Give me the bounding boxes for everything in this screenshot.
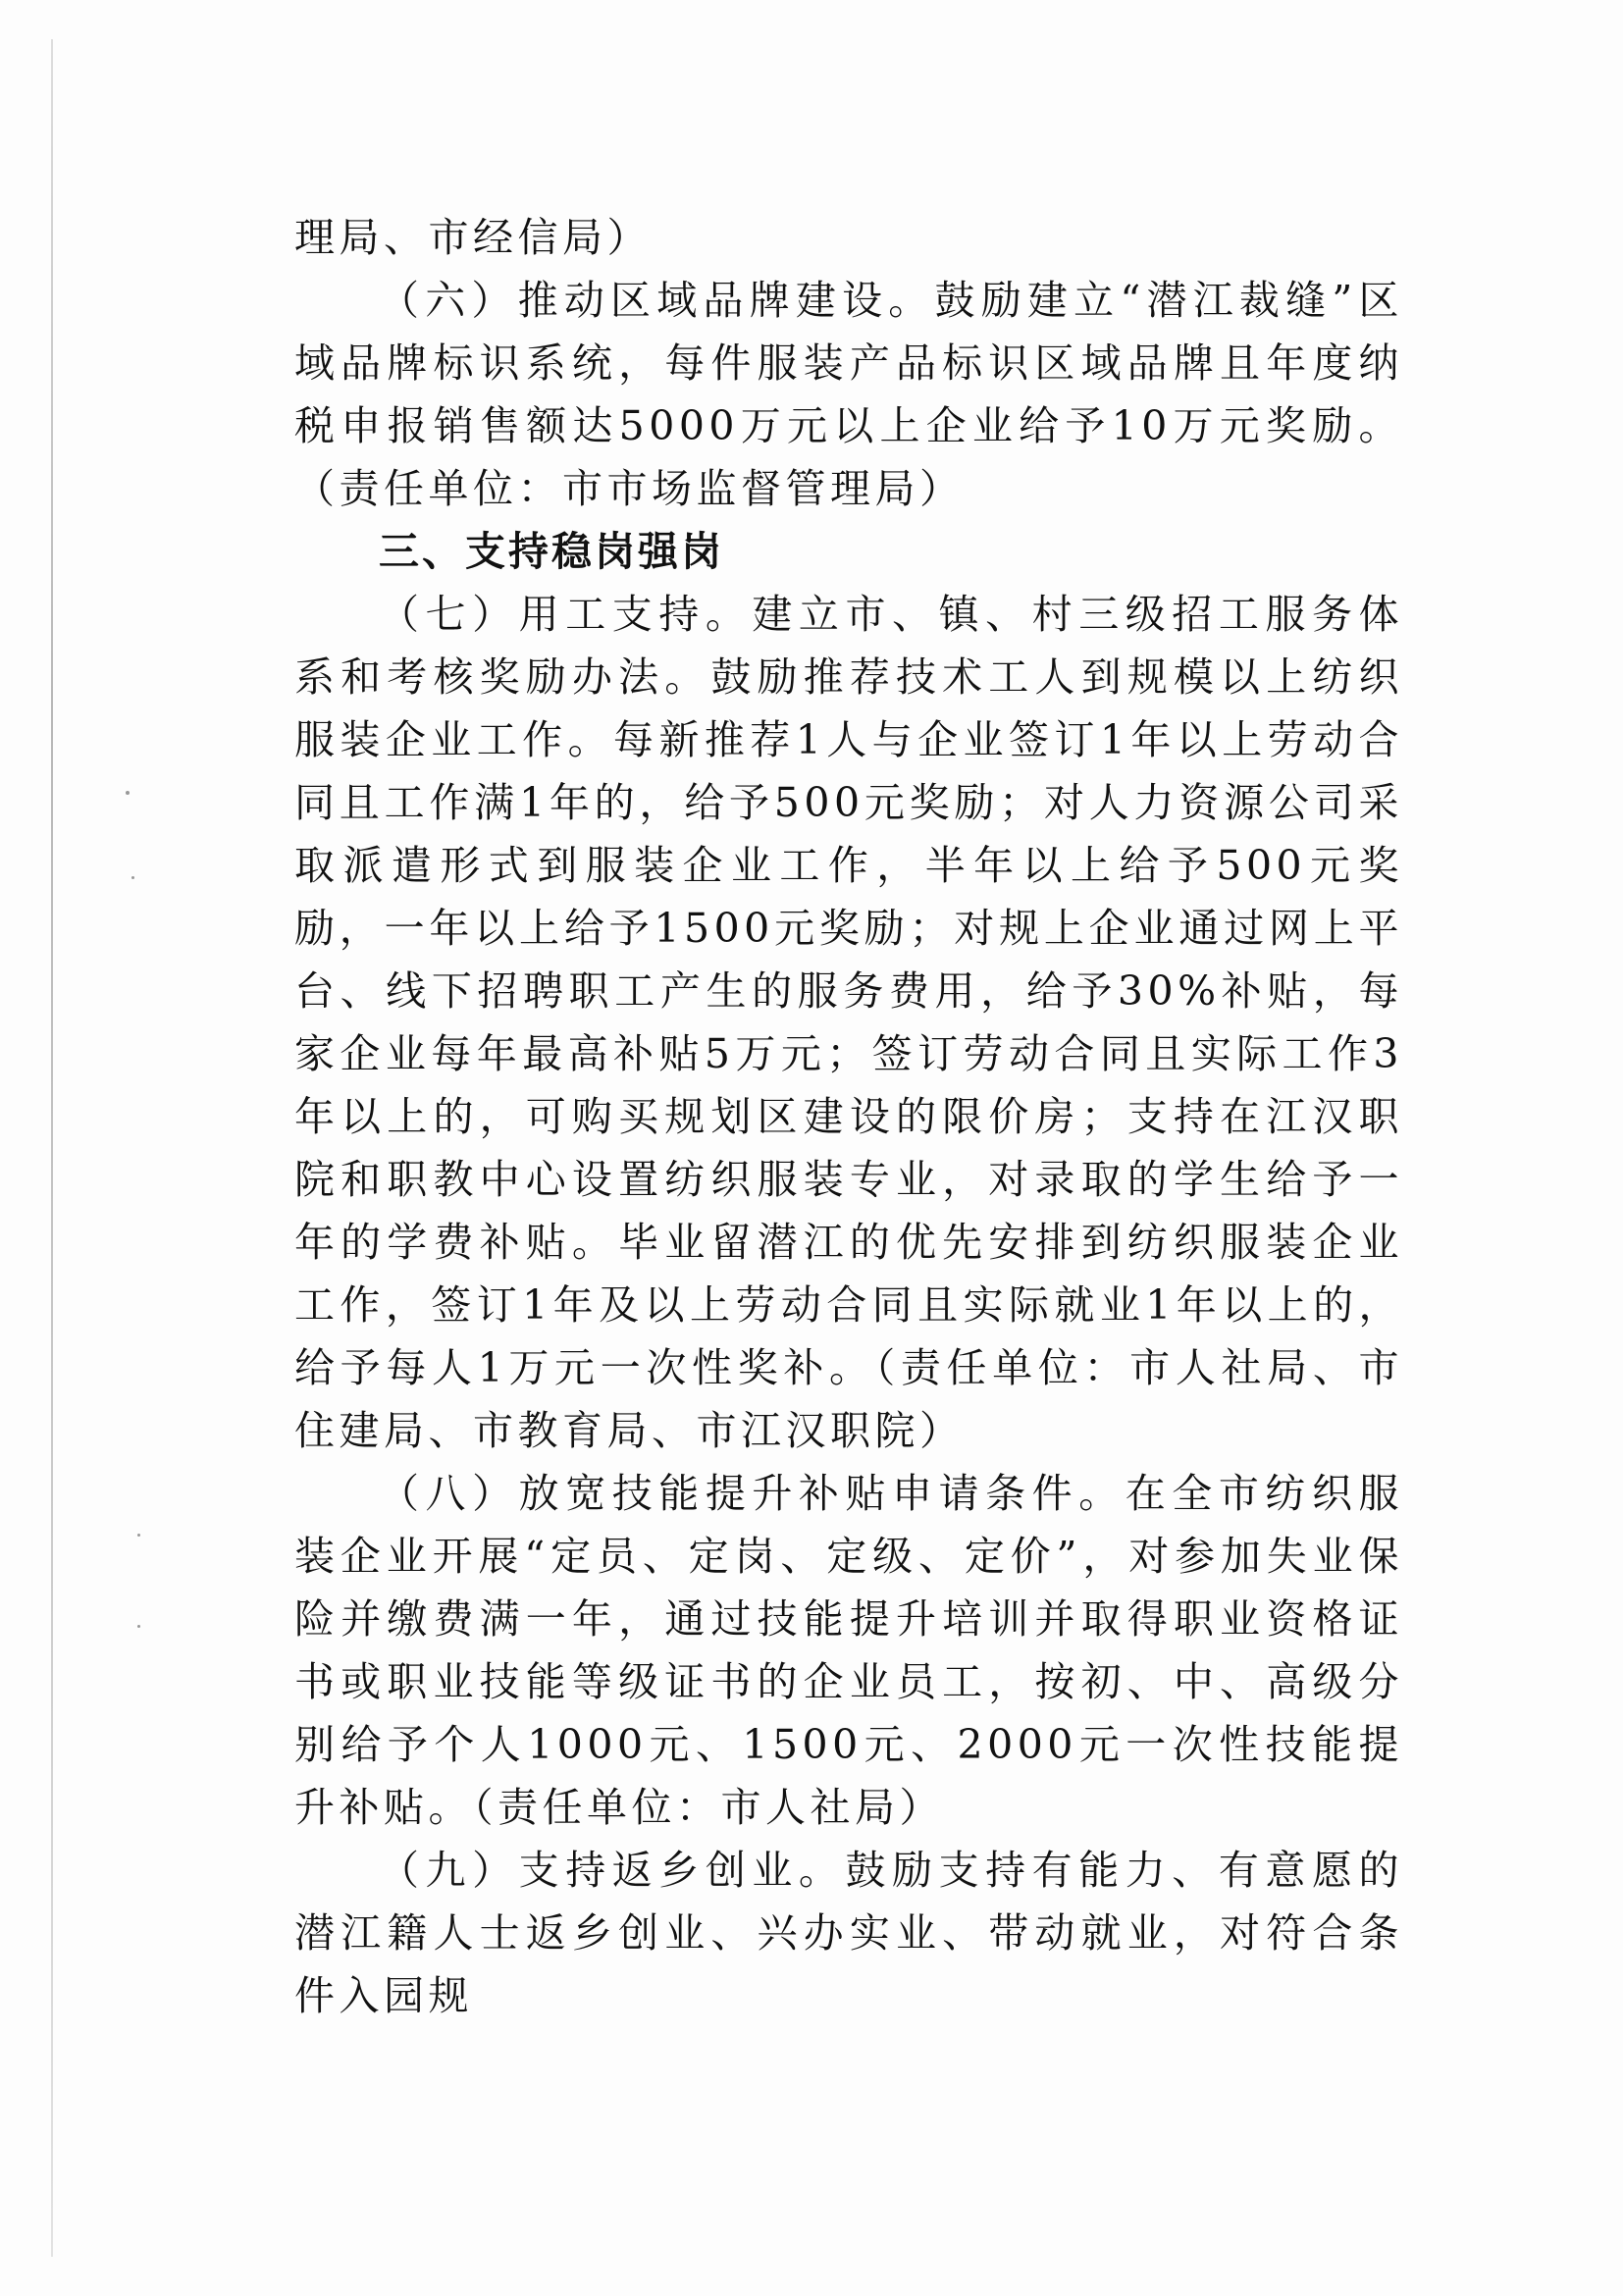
paragraph-item-9: （九）支持返乡创业。鼓励支持有能力、有意愿的潜江籍人士返乡创业、兴办实业、带动就业，对符合条件入园规 xyxy=(294,1847,1403,2019)
scan-speck xyxy=(126,791,130,795)
section-heading-3: 三、支持稳岗强岗 xyxy=(379,528,724,575)
paragraph-item-8: （八）放宽技能提升补贴申请条件。在全市纺织服装企业开展“定员、定岗、定级、定价”，对参加失业保险并缴费满一年，通过技能提升培训并取得职业资格证书或职业技能等级证书的企业员工，按初、中、高级分别给予个人1000元、1500元、2000元一次性技能提升补贴。（责任单位：市人社局） xyxy=(294,1470,1403,1831)
paragraph-item-7: （七）用工支持。建立市、镇、村三级招工服务体系和考核奖励办法。鼓励推荐技术工人到规模以上纺织服装企业工作。每新推荐1人与企业签订1年以上劳动合同且工作满1年的，给予500元奖励；对人力资源公司采取派遣形式到服装企业工作，半年以上给予500元奖励，一年以上给予1500元奖励；对规上企业通过网上平台、线下招聘职工产生的服务费用，给予30%补贴，每家企业每年最高补贴5万元；签订劳动合同且实际工作3年以上的，可购买规划区建设的限价房；支持在江汉职院和职教中心设置纺织服装专业，对录取的学生给予一年的学费补贴。毕业留潜江的优先安排到纺织服装企业工作，签订1年及以上劳动合同且实际就业1年以上的，给予每人1万元一次性奖补。（责任单位：市人社局、市住建局、市教育局、市江汉职院） xyxy=(294,591,1403,1454)
paragraph-item-6: （六）推动区域品牌建设。鼓励建立“潜江裁缝”区域品牌标识系统，每件服装产品标识区域品牌且年度纳税申报销售额达5000万元以上企业给予10万元奖励。（责任单位：市市场监督管理局） xyxy=(294,277,1403,512)
scan-speck xyxy=(137,1534,140,1537)
paragraph-continuation: 理局、市经信局） xyxy=(294,214,652,261)
scan-speck xyxy=(131,876,134,879)
scan-speck xyxy=(137,1625,140,1628)
scan-edge-line xyxy=(51,39,53,2257)
document-body xyxy=(294,206,1403,2027)
